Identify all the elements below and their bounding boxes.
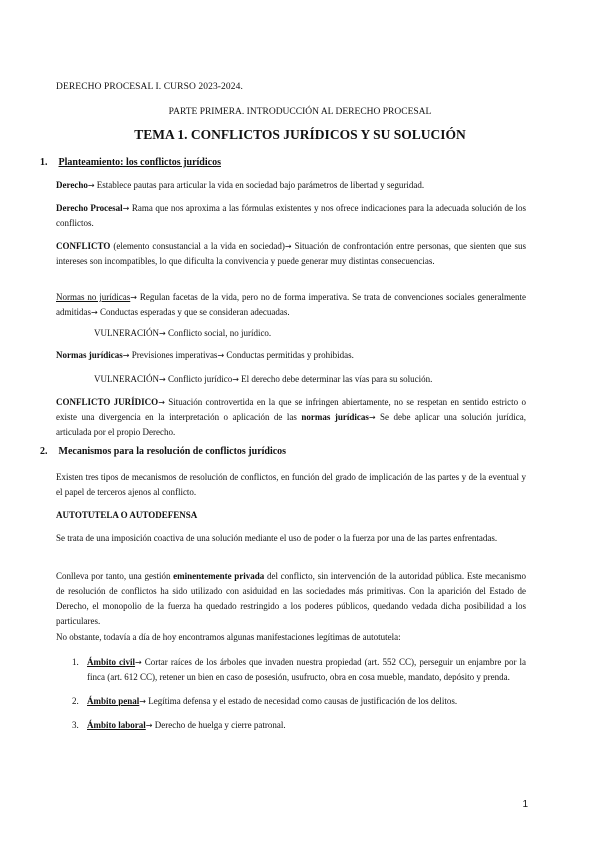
term: Ámbito civil [87,657,136,667]
paragraph-vulneracion-2: VULNERACIÓN→ Conflicto jurídico→ El derecho debe determinar las vías para su solución. [94,374,433,384]
list-item: 1. Ámbito civil→ Cortar raíces de los árboles que invaden nuestra propiedad (art. 552 CC), perseguir un enjambre por la finca (art. 612 CC), retener un bien en caso de posesión, usufructo, obra en cosa mueble, mandato, depósito y prenda. [72,657,526,682]
section-number: 1. [40,157,48,168]
arrow-icon: → [232,375,239,384]
paragraph-normas-juridicas: Normas jurídicas→ Previsiones imperativas→ Conductas permitidas y prohibidas. [56,350,354,360]
paragraph-conflicto-juridico: CONFLICTO JURÍDICO→ Situación controvertida en la que se infringen abiertamente, no se respetan en sentido estricto o existe una divergencia en la interpretación o aplicación de las normas jurídicas→ Se debe aplicar una solución jurídica, articulada por el propio Derecho. [56,397,527,437]
arrow-icon: → [122,204,130,213]
arrow-icon: → [87,181,95,190]
term: Normas no jurídicas [56,292,131,302]
autotutela-list-2 [72,694,526,709]
paragraph-derecho: Derecho→ Establece pautas para articular la vida en sociedad bajo parámetros de libertad y seguridad. [56,180,425,190]
term: CONFLICTO [56,241,111,251]
term: Ámbito laboral [87,720,146,730]
paragraph-conlleva: Conlleva por tanto, una gestión eminentemente privada del conflicto, sin intervención de la autoridad pública. Este mecanismo de resolución de conflictos ha sido utilizado con asiduidad en las sociedades más primitivas. Con la aparición del Estado de Derecho, el monopolio de la fuerza ha quedado restringido a los poderes públicos, quedando vedada dicha posibilidad a los particulares. [56,571,527,626]
list-item: 3. Ámbito laboral→ Derecho de huelga y cierre patronal. [72,718,526,733]
paragraph-conflicto: CONFLICTO (elemento consustancial a la vida en sociedad)→ Situación de confrontación entre personas, que sienten que sus intereses son incompatibles, lo que dificulta la convivencia y puede generar muy distintas consecuencias. [56,241,526,266]
autotutela-list-3 [72,718,526,733]
list-item: 2. Ámbito penal→ Legítima defensa y el estado de necesidad como causas de justificación de los delitos. [72,694,526,709]
paragraph-autotutela-def: Se trata de una imposición coactiva de una solución mediante el uso de poder o la fuerza por una de las partes enfrentadas. [56,533,498,543]
term: Normas jurídicas [56,350,123,360]
autotutela-heading: AUTOTUTELA O AUTODEFENSA [56,510,198,520]
section-title: Planteamiento: los conflictos jurídicos [58,157,221,168]
autotutela-list [72,655,526,685]
arrow-icon: → [159,375,166,384]
page-number: 1 [522,799,528,810]
section-title: Mecanismos para la resolución de conflictos jurídicos [58,446,287,457]
section-1-heading [40,157,221,168]
list-number: 2. [72,696,79,706]
arrow-icon: → [91,308,98,317]
paragraph-derecho-procesal: Derecho Procesal→ Rama que nos aproxima a las fórmulas existentes y nos ofrece indicaciones para la adecuada solución de los conflictos. [56,203,526,228]
term: Derecho Procesal [56,203,123,213]
arrow-icon: → [139,697,146,706]
arrow-icon: → [122,351,130,360]
term: Derecho [56,180,88,190]
term: Ámbito penal [87,696,140,706]
list-number: 1. [72,657,79,667]
part-title: PARTE PRIMERA. INTRODUCCIÓN AL DERECHO PROCESAL [168,107,432,117]
paragraph-no-obstante: No obstante, todavía a día de hoy encontramos algunas manifestaciones legítimas de autotutela: [56,632,401,642]
page-title: TEMA 1. CONFLICTOS JURÍDICOS Y SU SOLUCIÓN [134,127,466,142]
arrow-icon: → [159,329,166,338]
arrow-icon: → [284,242,292,251]
paragraph-intro-mecanismos: Existen tres tipos de mecanismos de resolución de conflictos, en función del grado de implicación de las partes y de la eventual y el papel de terceros ajenos al conflicto. [56,472,526,497]
course-header: DERECHO PROCESAL I. CURSO 2023-2024. [56,82,243,92]
list-number: 3. [72,720,79,730]
section-number: 2. [40,446,48,457]
term: CONFLICTO JURÍDICO [56,397,159,407]
section-2-heading [40,446,286,457]
arrow-icon: → [217,351,225,360]
arrow-icon: → [145,721,153,730]
arrow-icon: → [158,398,165,407]
arrow-icon: → [368,413,376,422]
arrow-icon: → [135,658,142,667]
paragraph-vulneracion-1: VULNERACIÓN→ Conflicto social, no jurídico. [94,328,272,338]
paragraph-normas-no-juridicas: Normas no jurídicas→ Regulan facetas de la vida, pero no de forma imperativa. Se trata de convenciones sociales generalmente admitidas→ Conductas esperadas y que se consideran adecuadas. [56,292,527,317]
arrow-icon: → [130,293,137,302]
